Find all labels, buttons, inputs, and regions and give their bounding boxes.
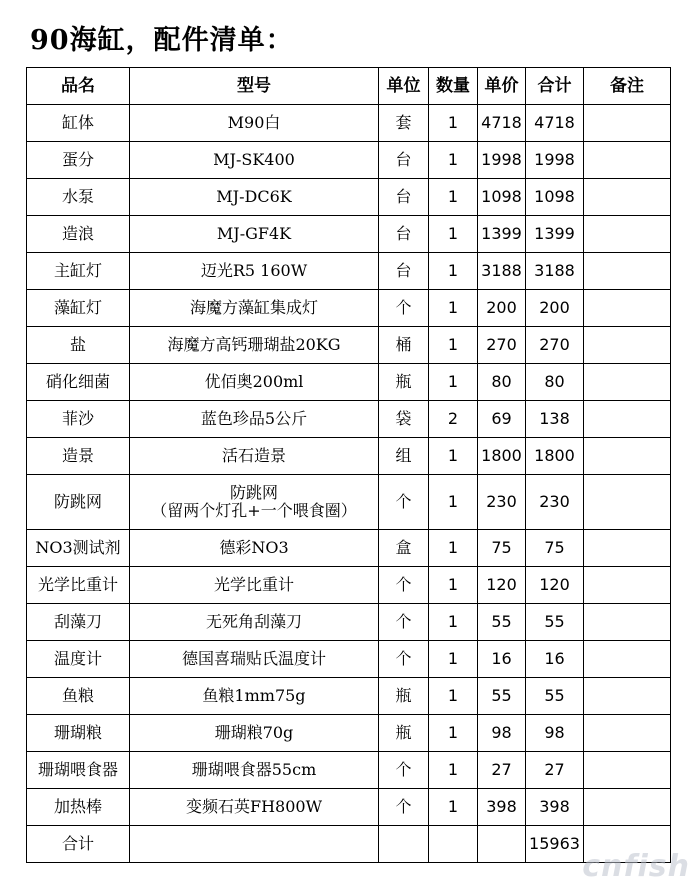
table-row xyxy=(27,715,671,752)
item-unit: 个 xyxy=(379,567,429,604)
item-model: MJ-SK400 xyxy=(130,142,379,179)
item-model: M90白 xyxy=(130,105,379,142)
item-unit-price: 80 xyxy=(478,364,526,401)
table-row xyxy=(27,475,671,530)
item-unit-price: 1098 xyxy=(478,179,526,216)
header-total: 合计 xyxy=(526,68,584,105)
item-unit: 个 xyxy=(379,789,429,826)
item-note xyxy=(584,641,671,678)
item-unit: 台 xyxy=(379,179,429,216)
item-quantity: 1 xyxy=(429,364,478,401)
item-note xyxy=(584,401,671,438)
item-total: 1800 xyxy=(526,438,584,475)
item-total: 55 xyxy=(526,678,584,715)
total-row xyxy=(27,826,671,863)
table-row xyxy=(27,364,671,401)
item-name: 温度计 xyxy=(27,641,130,678)
item-note xyxy=(584,364,671,401)
item-note xyxy=(584,715,671,752)
table-row xyxy=(27,290,671,327)
table-row xyxy=(27,752,671,789)
item-unit-price: 27 xyxy=(478,752,526,789)
table-row xyxy=(27,530,671,567)
item-quantity: 1 xyxy=(429,641,478,678)
grand-total: 15963 xyxy=(526,826,584,863)
item-unit: 套 xyxy=(379,105,429,142)
table-row xyxy=(27,641,671,678)
table-row xyxy=(27,567,671,604)
item-name: 刮藻刀 xyxy=(27,604,130,641)
table-row xyxy=(27,678,671,715)
item-unit: 组 xyxy=(379,438,429,475)
item-unit-price: 230 xyxy=(478,475,526,530)
table-row xyxy=(27,401,671,438)
item-unit-price: 98 xyxy=(478,715,526,752)
item-unit: 个 xyxy=(379,290,429,327)
item-model: 迈光R5 160W xyxy=(130,253,379,290)
item-total: 3188 xyxy=(526,253,584,290)
item-model: 优佰奥200ml xyxy=(130,364,379,401)
item-note xyxy=(584,678,671,715)
table-row xyxy=(27,327,671,364)
item-model xyxy=(130,475,379,530)
item-unit: 个 xyxy=(379,475,429,530)
item-model: 光学比重计 xyxy=(130,567,379,604)
item-name: 造景 xyxy=(27,438,130,475)
item-note xyxy=(584,179,671,216)
item-quantity: 1 xyxy=(429,715,478,752)
watermark: cnfish xyxy=(582,849,690,884)
item-model-line: 防跳网 xyxy=(229,483,278,502)
item-quantity: 1 xyxy=(429,678,478,715)
item-unit-price: 200 xyxy=(478,290,526,327)
item-total: 1399 xyxy=(526,216,584,253)
item-note xyxy=(584,253,671,290)
item-quantity: 1 xyxy=(429,567,478,604)
item-total: 398 xyxy=(526,789,584,826)
item-total: 27 xyxy=(526,752,584,789)
table-row xyxy=(27,253,671,290)
item-quantity: 1 xyxy=(429,142,478,179)
header-unit: 单位 xyxy=(379,68,429,105)
item-total: 75 xyxy=(526,530,584,567)
item-note xyxy=(584,216,671,253)
table-row xyxy=(27,789,671,826)
item-name: 盐 xyxy=(27,327,130,364)
item-name: 蛋分 xyxy=(27,142,130,179)
table-row xyxy=(27,105,671,142)
item-unit: 袋 xyxy=(379,401,429,438)
item-name: 主缸灯 xyxy=(27,253,130,290)
header-quantity: 数量 xyxy=(429,68,478,105)
item-total: 120 xyxy=(526,567,584,604)
item-total: 55 xyxy=(526,604,584,641)
item-name: 缸体 xyxy=(27,105,130,142)
item-note xyxy=(584,604,671,641)
item-model: 德国喜瑞贴氏温度计 xyxy=(130,641,379,678)
item-quantity: 1 xyxy=(429,253,478,290)
item-note xyxy=(584,475,671,530)
table-row xyxy=(27,179,671,216)
item-model: 活石造景 xyxy=(130,438,379,475)
item-model: MJ-DC6K xyxy=(130,179,379,216)
item-unit-price: 69 xyxy=(478,401,526,438)
item-model: 德彩NO3 xyxy=(130,530,379,567)
item-unit-price: 55 xyxy=(478,604,526,641)
item-unit-price: 1800 xyxy=(478,438,526,475)
item-unit-price: 1998 xyxy=(478,142,526,179)
item-note xyxy=(584,290,671,327)
item-total: 1098 xyxy=(526,179,584,216)
item-model: 鱼粮1mm75g xyxy=(130,678,379,715)
item-quantity: 1 xyxy=(429,290,478,327)
item-unit-price: 398 xyxy=(478,789,526,826)
item-name: NO3测试剂 xyxy=(27,530,130,567)
total-empty-cell xyxy=(379,826,429,863)
item-unit-price: 55 xyxy=(478,678,526,715)
total-empty-cell xyxy=(130,826,379,863)
item-model: MJ-GF4K xyxy=(130,216,379,253)
item-note xyxy=(584,752,671,789)
total-label: 合计 xyxy=(27,826,130,863)
item-unit: 台 xyxy=(379,142,429,179)
item-name: 加热棒 xyxy=(27,789,130,826)
item-name: 珊瑚粮 xyxy=(27,715,130,752)
item-note xyxy=(584,327,671,364)
item-name: 珊瑚喂食器 xyxy=(27,752,130,789)
item-unit-price: 4718 xyxy=(478,105,526,142)
header-unit-price: 单价 xyxy=(478,68,526,105)
item-model: 蓝色珍品5公斤 xyxy=(130,401,379,438)
item-model: 珊瑚喂食器55cm xyxy=(130,752,379,789)
table-row xyxy=(27,142,671,179)
item-name: 藻缸灯 xyxy=(27,290,130,327)
item-unit: 桶 xyxy=(379,327,429,364)
item-unit: 个 xyxy=(379,641,429,678)
item-quantity: 1 xyxy=(429,604,478,641)
item-total: 1998 xyxy=(526,142,584,179)
item-name: 菲沙 xyxy=(27,401,130,438)
item-unit: 台 xyxy=(379,253,429,290)
item-name: 硝化细菌 xyxy=(27,364,130,401)
table-row xyxy=(27,604,671,641)
item-model: 无死角刮藻刀 xyxy=(130,604,379,641)
item-total: 138 xyxy=(526,401,584,438)
item-model: 海魔方高钙珊瑚盐20KG xyxy=(130,327,379,364)
item-unit: 个 xyxy=(379,604,429,641)
item-quantity: 1 xyxy=(429,475,478,530)
page-title: 90海缸，配件清单： xyxy=(30,25,294,56)
item-unit-price: 1399 xyxy=(478,216,526,253)
item-unit: 台 xyxy=(379,216,429,253)
item-unit: 瓶 xyxy=(379,364,429,401)
item-name: 光学比重计 xyxy=(27,567,130,604)
item-unit-price: 270 xyxy=(478,327,526,364)
item-unit: 瓶 xyxy=(379,678,429,715)
item-total: 16 xyxy=(526,641,584,678)
item-unit: 盒 xyxy=(379,530,429,567)
header-name: 品名 xyxy=(27,68,130,105)
item-unit-price: 3188 xyxy=(478,253,526,290)
item-quantity: 1 xyxy=(429,789,478,826)
item-quantity: 1 xyxy=(429,530,478,567)
item-quantity: 1 xyxy=(429,216,478,253)
total-empty-cell xyxy=(478,826,526,863)
item-model: 海魔方藻缸集成灯 xyxy=(130,290,379,327)
item-model: 珊瑚粮70g xyxy=(130,715,379,752)
item-unit-price: 120 xyxy=(478,567,526,604)
item-unit-price: 16 xyxy=(478,641,526,678)
item-quantity: 1 xyxy=(429,179,478,216)
item-note xyxy=(584,530,671,567)
item-total: 80 xyxy=(526,364,584,401)
total-empty-cell xyxy=(429,826,478,863)
table-header-row xyxy=(27,68,671,105)
header-note: 备注 xyxy=(584,68,671,105)
item-name: 造浪 xyxy=(27,216,130,253)
item-quantity: 2 xyxy=(429,401,478,438)
table-row xyxy=(27,438,671,475)
item-quantity: 1 xyxy=(429,327,478,364)
item-unit-price: 75 xyxy=(478,530,526,567)
item-note xyxy=(584,105,671,142)
item-total: 98 xyxy=(526,715,584,752)
item-total: 270 xyxy=(526,327,584,364)
header-model: 型号 xyxy=(130,68,379,105)
item-note xyxy=(584,438,671,475)
item-unit: 瓶 xyxy=(379,715,429,752)
item-note xyxy=(584,142,671,179)
item-quantity: 1 xyxy=(429,438,478,475)
item-total: 4718 xyxy=(526,105,584,142)
item-total: 200 xyxy=(526,290,584,327)
item-unit: 个 xyxy=(379,752,429,789)
item-quantity: 1 xyxy=(429,105,478,142)
item-note xyxy=(584,567,671,604)
item-name: 鱼粮 xyxy=(27,678,130,715)
item-quantity: 1 xyxy=(429,752,478,789)
item-name: 水泵 xyxy=(27,179,130,216)
item-note xyxy=(584,789,671,826)
item-model-line: （留两个灯孔+一个喂食圈） xyxy=(151,501,357,520)
item-total: 230 xyxy=(526,475,584,530)
item-model: 变频石英FH800W xyxy=(130,789,379,826)
item-name: 防跳网 xyxy=(27,475,130,530)
table-row xyxy=(27,216,671,253)
parts-list-table xyxy=(26,67,671,863)
